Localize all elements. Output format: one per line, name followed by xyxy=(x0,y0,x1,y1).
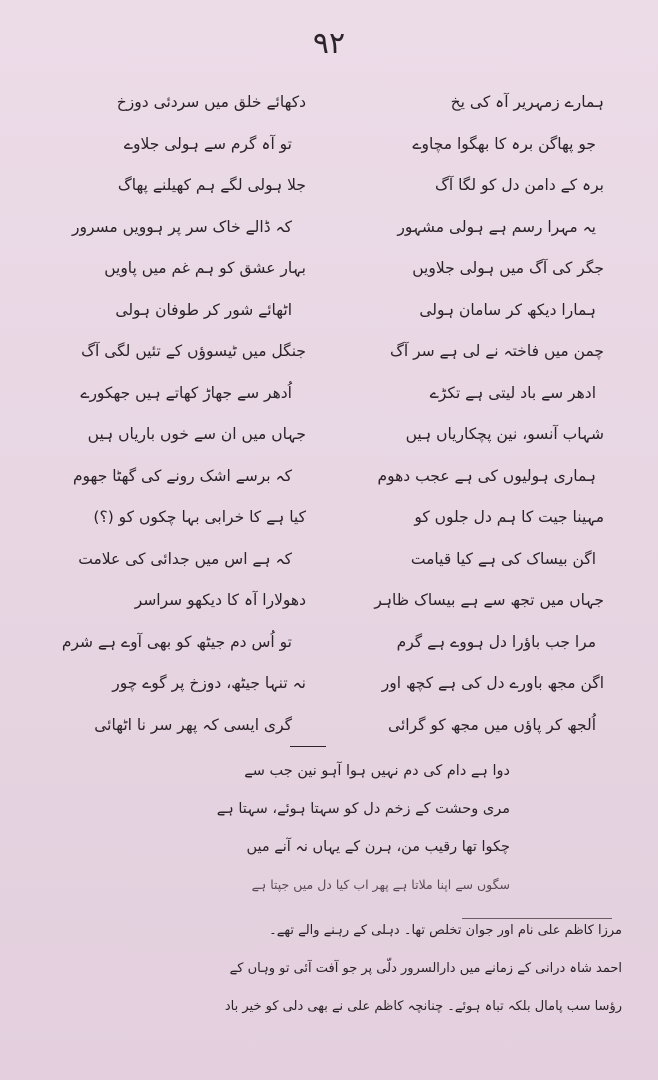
verse-line: گری ایسی کہ پھر سر نا اٹھائی xyxy=(94,715,292,734)
verse-line: جہاں میں ان سے خوں باریاں ہیں xyxy=(87,425,306,443)
section-divider xyxy=(290,746,326,747)
footnote-line: رؤسا سب پامال بلکہ تباہ ہوئے۔ چنانچہ کاظم علی نے بھی دلی کو خیر باد xyxy=(224,999,622,1014)
verse-column-left xyxy=(24,82,306,746)
verse-line: اُدھر سے جھاڑ کھاتے ہیں جھکورے xyxy=(80,383,292,402)
verse-line: برہ کے دامن دل کو لگا آگ xyxy=(434,176,604,194)
verse-line: اُلجھ کر پاؤں میں مجھ کو گرائی xyxy=(388,715,596,734)
verse-line: نہ تنہا جیٹھ، دوزخ پر گوے چور xyxy=(112,674,306,692)
verse-line: چمن میں فاختہ نے لی ہے سر آگ xyxy=(389,342,604,360)
verse-line: جو پھاگن برہ کا بھگوا مچاوے xyxy=(412,134,596,153)
page-number: ٩٢ xyxy=(312,26,346,61)
verse-line: جلا ہولی لگے ہم کھیلنے پھاگ xyxy=(117,176,306,194)
verse-line: بہار عشق کو ہم غم میں پاویں xyxy=(104,259,306,277)
verse-line: دکھائے خلق میں سردئی دوزخ xyxy=(116,93,306,111)
verse-line: جگر کی آگ میں ہولی جلاویں xyxy=(412,259,604,277)
verse-line: تو آہ گرم سے ہولی جلاوے xyxy=(123,134,292,153)
verse-column-right xyxy=(324,82,604,746)
verse-line: ہماری ہولیوں کی ہے عجب دھوم xyxy=(377,466,596,485)
verse-line: شہاب آنسو، نین پچکاریاں ہیں xyxy=(405,425,604,443)
verse-line: اگن بیساک کی ہے کیا قیامت xyxy=(410,549,596,568)
ghazal-block xyxy=(130,752,510,904)
verse-line: مرا جب باؤرا دل ہووے ہے گرم xyxy=(396,632,596,651)
verse-line: جنگل میں ٹیسوؤں کے تئیں لگی آگ xyxy=(81,342,306,360)
verse-line: ہمارے زمہریر آہ کی یخ xyxy=(450,93,604,111)
footnote-line: احمد شاہ درانی کے زمانے میں دارالسرور دلّی پر جو آفت آئی تو وہاں کے xyxy=(229,961,622,976)
verse-line: کہ ڈالے خاک سر پر ہوویں مسرور xyxy=(72,217,292,236)
verse-line: ادھر سے باد لیتی ہے تکڑے xyxy=(429,383,596,402)
verse-line: جہاں میں تجھ سے ہے بیساک ظاہر xyxy=(374,591,604,609)
verse-line: مہینا جیت کا ہم دل جلوں کو xyxy=(414,508,604,526)
footnote xyxy=(22,912,622,1026)
footnote-rule xyxy=(462,918,612,919)
verse-line: کہ ہے اس میں جدائی کی علامت xyxy=(78,549,292,568)
ghazal-line: مری وحشت کے زخم دل کو سہتا ہوئے، سہتا ہے xyxy=(216,801,510,817)
ghazal-line: سگوں سے اپنا ملاتا ہے پھر اب کیا دل میں جپتا ہے xyxy=(251,877,510,892)
verse-line: کہ برسے اشک رونے کی گھٹا جھوم xyxy=(72,466,292,485)
verse-line: اگن مجھ باورے دل کی ہے کچھ اور xyxy=(381,674,604,692)
verse-line: دھولارا آہ کا دیکھو سراسر xyxy=(134,591,306,609)
verse-line: کیا ہے کا خرابی بہا چکوں کو (؟) xyxy=(93,508,306,526)
ghazal-line: دوا ہے دام کی دم نہیں ہوا آہو نین جب سے xyxy=(244,763,510,779)
footnote-line: مرزا کاظم علی نام اور جوان تخلص تھا۔ دہلی کے رہنے والے تھے۔ xyxy=(269,923,622,938)
verse-line: اٹھائے شور کر طوفان ہولی xyxy=(115,300,292,319)
verse-line: تو اُس دم جیٹھ کو بھی آوے ہے شرم xyxy=(61,632,292,651)
verse-line: ہمارا دیکھ کر سامان ہولی xyxy=(419,300,596,319)
ghazal-line: چکوا تھا رقیب من، ہرن کے یہاں نہ آنے میں xyxy=(246,839,510,855)
verse-line: یہ مہرا رسم ہے ہولی مشہور xyxy=(397,217,596,236)
